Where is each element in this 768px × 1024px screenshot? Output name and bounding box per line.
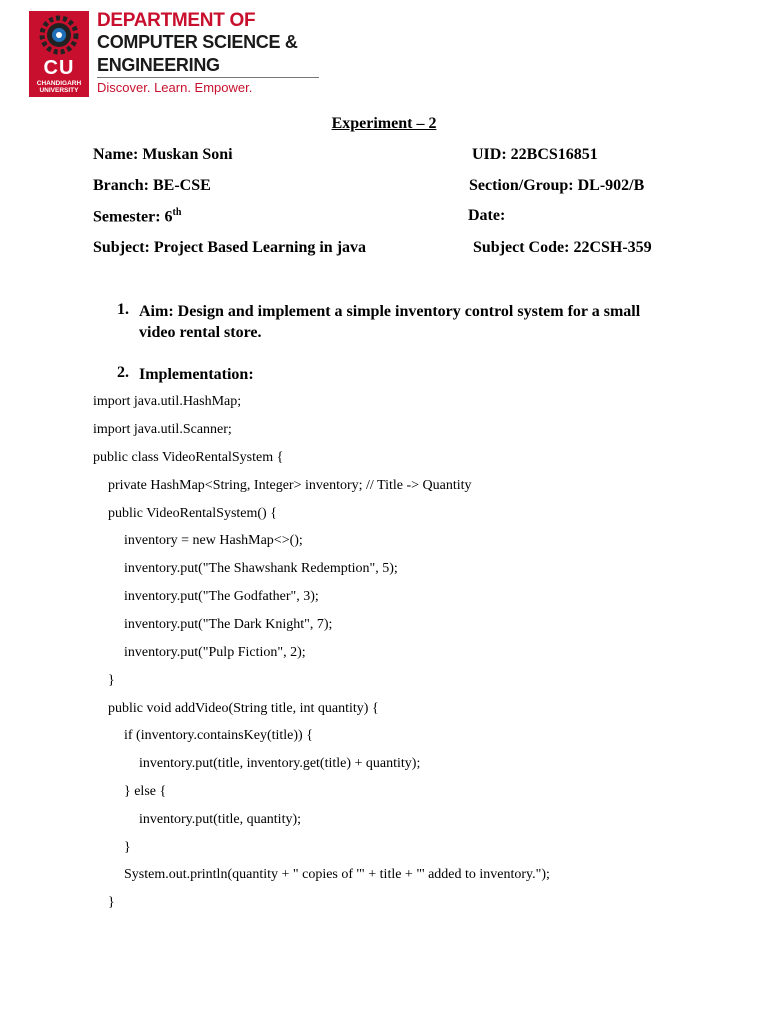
student-name: Name: Muskan Soni	[93, 146, 233, 163]
cu-logo	[29, 11, 89, 97]
code-line: inventory.put(title, inventory.get(title) + quantity);	[139, 756, 421, 771]
semester	[93, 207, 181, 226]
code-line: } else {	[124, 784, 167, 799]
implementation-number: 2.	[117, 364, 129, 381]
code-line: inventory.put("The Godfather", 3);	[124, 589, 319, 604]
experiment-title: Experiment – 2	[331, 115, 437, 132]
subject-code: Subject Code: 22CSH-359	[473, 239, 652, 256]
code-line: inventory.put("The Shawshank Redemption", 5);	[124, 561, 398, 576]
implementation-heading: Implementation:	[139, 366, 254, 383]
logo-initials: CU	[43, 57, 75, 79]
dept-line-2: COMPUTER SCIENCE &	[97, 32, 298, 52]
code-line: public class VideoRentalSystem {	[93, 450, 284, 465]
code-line: inventory.put(title, quantity);	[139, 812, 302, 827]
gear-emblem-icon	[33, 14, 85, 56]
code-line: }	[124, 840, 131, 855]
subject: Subject: Project Based Learning in java	[93, 239, 367, 256]
letterhead	[29, 10, 349, 100]
code-line: inventory = new HashMap<>();	[124, 533, 303, 548]
date: Date:	[468, 207, 506, 224]
semester-text: Semester: 6	[93, 208, 173, 226]
code-line: public VideoRentalSystem() {	[108, 506, 277, 521]
code-line: public void addVideo(String title, int quantity) {	[108, 701, 379, 716]
code-line: private HashMap<String, Integer> inventory; // Title -> Quantity	[108, 478, 472, 493]
code-line: }	[108, 673, 115, 688]
code-line: inventory.put("The Dark Knight", 7);	[124, 617, 333, 632]
code-line: if (inventory.containsKey(title)) {	[124, 728, 313, 743]
logo-university-name: CHANDIGARH UNIVERSITY	[36, 80, 82, 94]
dept-line-1: DEPARTMENT OF	[97, 10, 256, 31]
header-divider	[97, 77, 319, 78]
aim-number: 1.	[117, 301, 129, 318]
code-line: }	[108, 895, 115, 910]
dept-line-3: ENGINEERING	[97, 55, 220, 75]
aim-text: Aim: Design and implement a simple inventory control system for a small video rental store.	[139, 303, 641, 341]
section-group: Section/Group: DL-902/B	[469, 177, 645, 194]
code-line: inventory.put("Pulp Fiction", 2);	[124, 645, 306, 660]
student-uid: UID: 22BCS16851	[472, 146, 598, 163]
tagline: Discover. Learn. Empower.	[97, 80, 253, 95]
code-line: System.out.println(quantity + " copies of '" + title + "' added to inventory.");	[124, 867, 550, 882]
branch: Branch: BE-CSE	[93, 177, 211, 194]
code-line: import java.util.HashMap;	[93, 394, 242, 409]
semester-suffix: th	[172, 207, 182, 218]
code-line: import java.util.Scanner;	[93, 422, 232, 437]
